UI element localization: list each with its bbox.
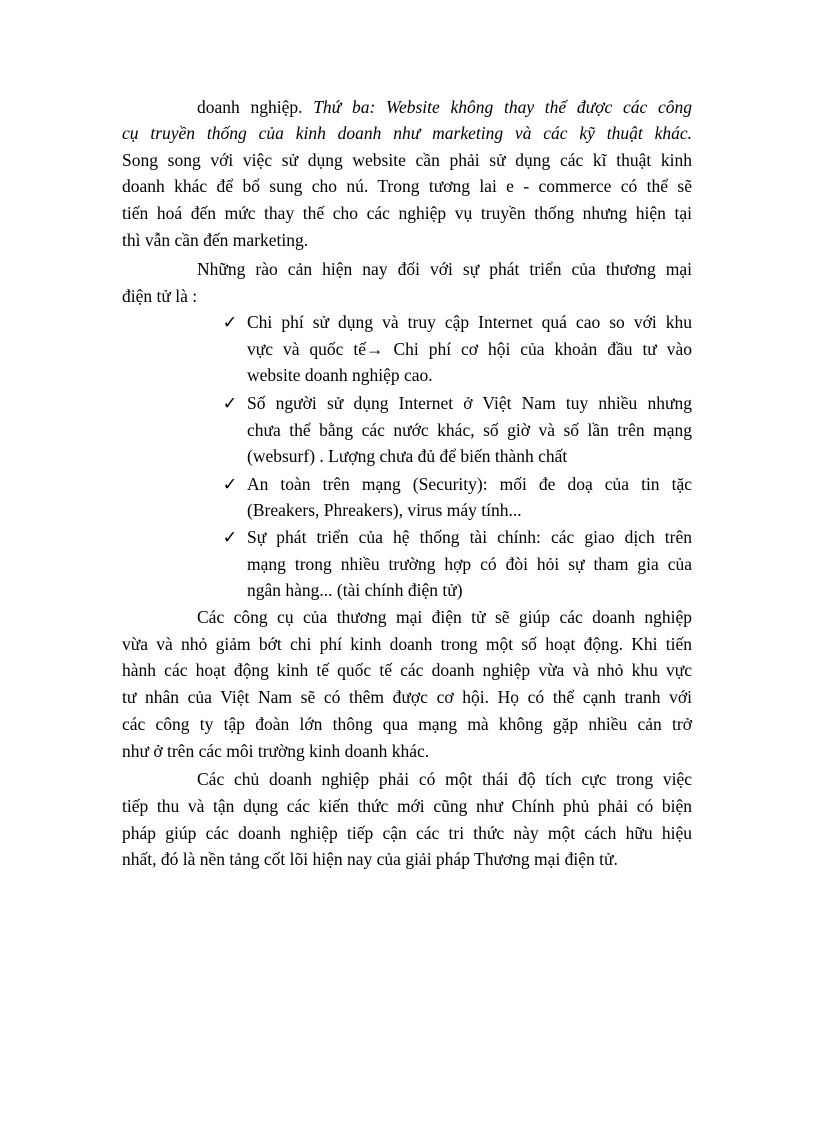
italic-text-run: Thứ ba: Website không thay thế được các công xyxy=(313,97,693,117)
list-item-line: (Breakers, Phreakers), virus máy tính... xyxy=(247,500,522,520)
paragraph-line: tư nhân của Việt Nam sẽ có thêm được cơ hội. Họ có thể cạnh tranh với xyxy=(122,687,692,707)
list-item-line xyxy=(247,336,692,363)
list-item-line: website doanh nghiệp cao. xyxy=(247,365,433,385)
list-item-line: chưa thể bằng các nước khác, số giờ và số lần trên mạng xyxy=(247,420,692,440)
paragraph-line: vừa và nhỏ giảm bớt chi phí kinh doanh trong một số hoạt động. Khi tiến xyxy=(122,634,692,654)
list-item-line: Sự phát triển của hệ thống tài chính: các giao dịch trên xyxy=(247,527,692,547)
list-item-line: Chi phí sử dụng và truy cập Internet quá cao so với khu xyxy=(247,312,692,332)
text-run: doanh nghiệp. xyxy=(197,97,303,117)
checkmark-icon: ✓ xyxy=(222,312,238,332)
checkmark-icon: ✓ xyxy=(222,393,238,413)
list-item-line: Số người sử dụng Internet ở Việt Nam tuy nhiều nhưng xyxy=(247,393,692,413)
checkmark-icon: ✓ xyxy=(222,527,238,547)
list-item-line: (websurf) . Lượng chưa đủ để biến thành chất xyxy=(247,446,568,466)
paragraph-line: như ở trên các môi trường kinh doanh khác. xyxy=(122,741,430,761)
list-item-line: An toàn trên mạng (Security): mối đe doạ của tin tặc xyxy=(247,474,692,494)
paragraph-line: nhất, đó là nền tảng cốt lõi hiện nay của giải pháp Thương mại điện tử. xyxy=(122,849,618,869)
paragraph-line: Các công cụ của thương mại điện tử sẽ giúp các doanh nghiệp xyxy=(197,607,692,627)
text-run: vực và quốc tế xyxy=(247,339,367,359)
list-item-line: ngân hàng... (tài chính điện tử) xyxy=(247,580,463,600)
paragraph-line: hành các hoạt động kinh tế quốc tế các doanh nghiệp vừa và nhỏ khu vực xyxy=(122,660,692,680)
paragraph-line xyxy=(197,94,692,121)
paragraph-line: thì vẫn cần đến marketing. xyxy=(122,230,309,250)
paragraph-line: Song song với việc sử dụng website cần phải sử dụng các kĩ thuật kinh xyxy=(122,150,692,170)
list-item-line: mạng trong nhiều trường hợp có đòi hỏi sự tham gia của xyxy=(247,554,692,574)
paragraph-line: cụ truyền thống của kinh doanh như marketing và các kỹ thuật khác. xyxy=(122,123,692,143)
arrow-right-icon: → xyxy=(366,339,384,359)
checkmark-icon: ✓ xyxy=(222,474,238,494)
paragraph-line: các công ty tập đoàn lớn thông qua mạng mà không gặp nhiều cản trở xyxy=(122,714,692,734)
paragraph-line: Những rào cản hiện nay đối với sự phát triển của thương mại xyxy=(197,259,692,279)
paragraph-line: pháp giúp các doanh nghiệp tiếp cận các tri thức này một cách hữu hiệu xyxy=(122,823,692,843)
paragraph-line: tiếp thu và tận dụng các kiến thức mới cũng như Chính phủ phải có biện xyxy=(122,796,692,816)
paragraph-line: Các chủ doanh nghiệp phải có một thái độ tích cực trong việc xyxy=(197,769,692,789)
paragraph-line: doanh khác để bổ sung cho nú. Trong tương lai e - commerce có thể sẽ xyxy=(122,176,692,196)
paragraph-line: tiến hoá đến mức thay thế cho các nghiệp vụ truyền thống nhưng hiện tại xyxy=(122,203,692,223)
text-run: Chi phí cơ hội của khoản đầu tư vào xyxy=(383,339,692,359)
paragraph-line: điện tử là : xyxy=(122,286,198,306)
